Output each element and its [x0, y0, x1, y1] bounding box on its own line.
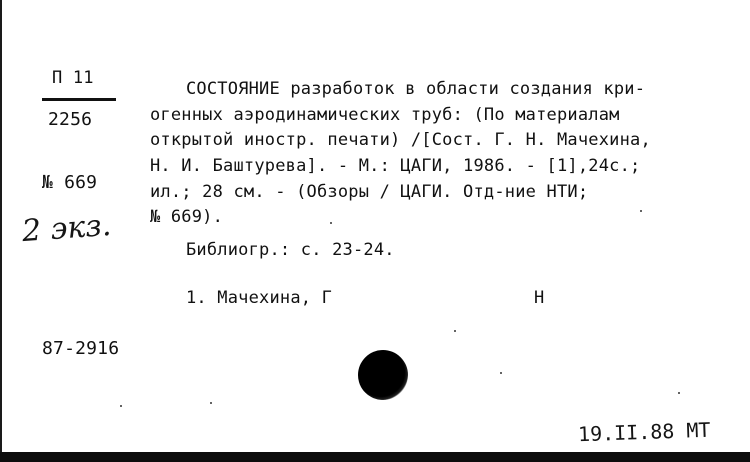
entry-line-1: СОСТОЯНИЕ разработок в области создания кри- [186, 79, 646, 99]
bibliography-note: Библиогр.: с. 23-24. [186, 240, 395, 260]
paper-speck [210, 402, 212, 404]
paper-speck [678, 392, 680, 394]
card-left-edge [0, 0, 2, 462]
accession-number: 87-2916 [42, 338, 120, 359]
entry-line-5: ил.; 28 см. - (Обзоры / ЦАГИ. Отд-ние НТИ; [150, 182, 589, 202]
shelf-mark-top: П 11 [52, 68, 94, 88]
shelf-mark-divider [42, 98, 116, 101]
paper-speck [454, 330, 456, 332]
paper-speck [500, 372, 502, 374]
paper-speck [640, 210, 642, 212]
tracing-entry: 1. Мачехина, Г [186, 288, 333, 308]
shelf-mark-bottom: 2256 [48, 109, 93, 130]
entry-line-6: № 669). [150, 207, 224, 227]
entry-line-4: Н. И. Баштурева]. - М.: ЦАГИ, 1986. - [1],24с.; [150, 156, 641, 176]
tracing-initial: Н [534, 288, 545, 308]
paper-speck [120, 405, 122, 407]
doc-number: № 669 [42, 172, 98, 193]
date-stamp: 19.II.88 МТ [577, 417, 711, 447]
paper-speck [330, 222, 332, 224]
handwritten-note: 2 экз. [20, 207, 113, 250]
entry-line-3: открытой иностр. печати) /[Сост. Г. Н. Мачехина, [150, 130, 651, 150]
entry-line-2: огенных аэродинамических труб: (По материалам [150, 105, 620, 125]
ink-blot [358, 350, 408, 400]
card-bottom-edge [0, 452, 750, 462]
